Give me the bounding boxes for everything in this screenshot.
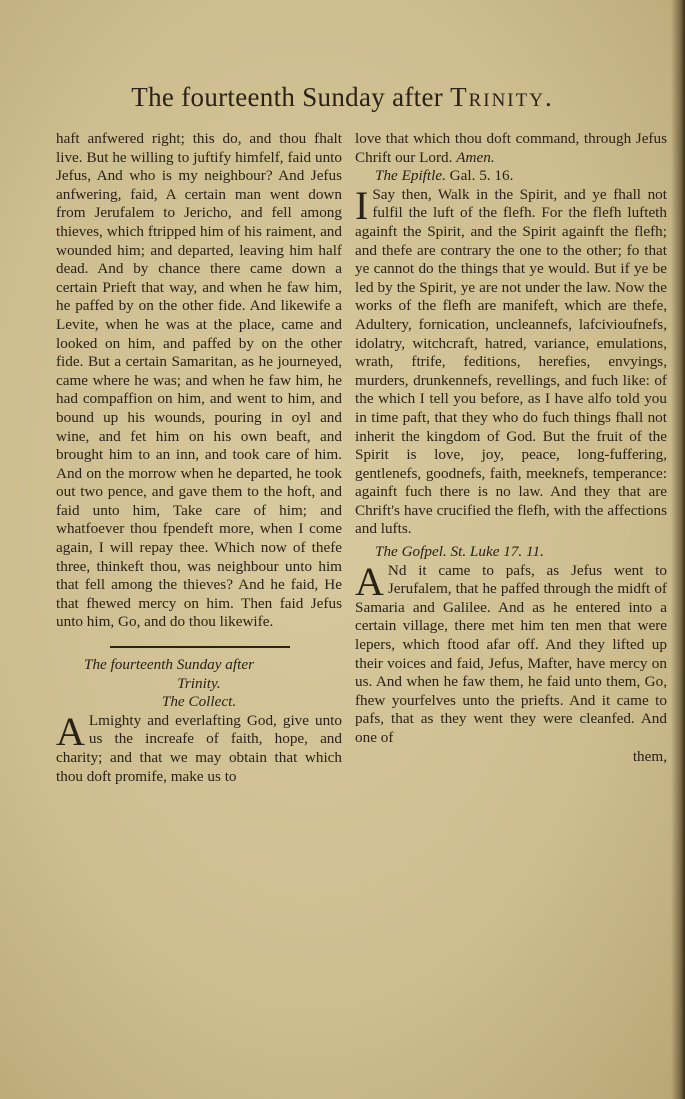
section-divider-wrap [56,646,342,648]
left-column [56,130,342,786]
collect-continued-text: love that which thou doft command, through Jefus Chrift our Lord. [355,130,667,166]
gospel-continued-text: haft anfwered right; this do, and thou fhalt live. But he willing to juftify himfelf, faid unto Jefus, And who is my neighbour? And Jefus anfwering, faid, A certain man went down from Jerufalem to Jericho, and fell among thieves, which ftripped him of his raiment, and wounded him; and departed, leaving him half dead. And by chance there came down a certain Prieft that way, and when he faw him, he paffed by on the other fide. And likewife a Levite, when he was at the place, came and looked on him, and paffed by on the other fide. But a certain Samaritan, as he journeyed, came where he was; and when he faw him, he had compaffion on him, and went to him, and bound up his wounds, pouring in oyl and wine, and fet him on his own beaft, and brought him to an inn, and took care of him. And on the morrow when he departed, he took out two pence, and gave them to the hoft, and faid unto him, Take care of him; and whatfoever thou fpendeft more, when I come again, I will repay thee. Which now of thefe three, thinkeft thou, was neighbour unto him that fell among the thieves? And he faid, He that fhewed mercy on him. Then faid Jefus unto him, Go, and do thou likewife. [56,130,342,631]
section-divider [110,646,290,648]
collect-continued-paragraph [355,130,667,167]
section-title-line2: Trinity. [177,674,221,692]
epistle-ref: Gal. 5. 16. [449,167,514,185]
gospel-dropcap: A [355,558,384,604]
catchword: them, [632,747,667,765]
gospel-text: Nd it came to pafs, as Jefus went to Jerufalem, that he paffed through the midft of Samaria and Galilee. And as he entered into a certain village, there met him ten men that were lepers, which ftood afar off. And they lifted up their voices and faid, Jefus, Mafter, have mercy on us. And when he faw them, he faid unto them, Go, fhew yourfelves unto the priefts. And it came to pafs, that as they went they were cleanfed. And one of [355,561,667,746]
epistle-dropcap: I [355,182,369,228]
collect-paragraph [56,708,342,786]
collect-dropcap: A [56,708,85,754]
amen-text: Amen. [456,148,495,166]
collect-label: The Collect. [161,693,237,711]
epistle-heading [355,167,667,186]
epistle-label: The Epiftle. [375,167,446,185]
gospel-paragraph [355,558,667,748]
section-title-line1: The fourteenth Sunday after [84,656,254,674]
heading-trinity: Trinity. [450,82,554,112]
collect-text: Lmighty and everlafting God, give unto us the increafe of faith, hope, and charity; and that we may obtain that which thou doft promife, make us to [56,711,342,785]
heading-text: The fourteenth Sunday after [131,82,451,112]
epistle-paragraph [355,182,667,539]
epistle-text: Say then, Walk in the Spirit, and ye fhall not fulfil the luft of the flefh. For the flefh lufteth againft the Spirit, and the Spirit againft the flefh; and thefe are contrary the one to the other; fo that ye cannot do the things that ye would. But if ye be led by the Spirit, ye are not under the law. Now the works of the flefh are manifeft, which are thefe, Adultery, fornication, uncleannefs, lafcivioufnefs, idolatry, witchcraft, hatred, variance, emulations, wrath, ftrife, feditions, herefies, envyings, murders, drunkennefs, revellings, and fuch like: of the which I tell you before, as I have alfo told you in time paft, that they who do fuch things fhall not inherit the kingdom of God. But the fruit of the Spirit is love, joy, peace, long-fuffering, gentlenefs, goodnefs, faith, meeknefs, temperance: againft fuch there is no law. And they that are Chrift's have crucified the flefh, with the affections and lufts. [355,185,667,538]
gospel-ref: St. Luke 17. 11. [450,543,544,561]
page-heading [0,82,685,113]
gospel-heading [355,543,667,562]
gospel-label: The Gofpel. [375,543,447,561]
page-edge-shadow [671,0,685,1099]
right-column [355,130,667,766]
